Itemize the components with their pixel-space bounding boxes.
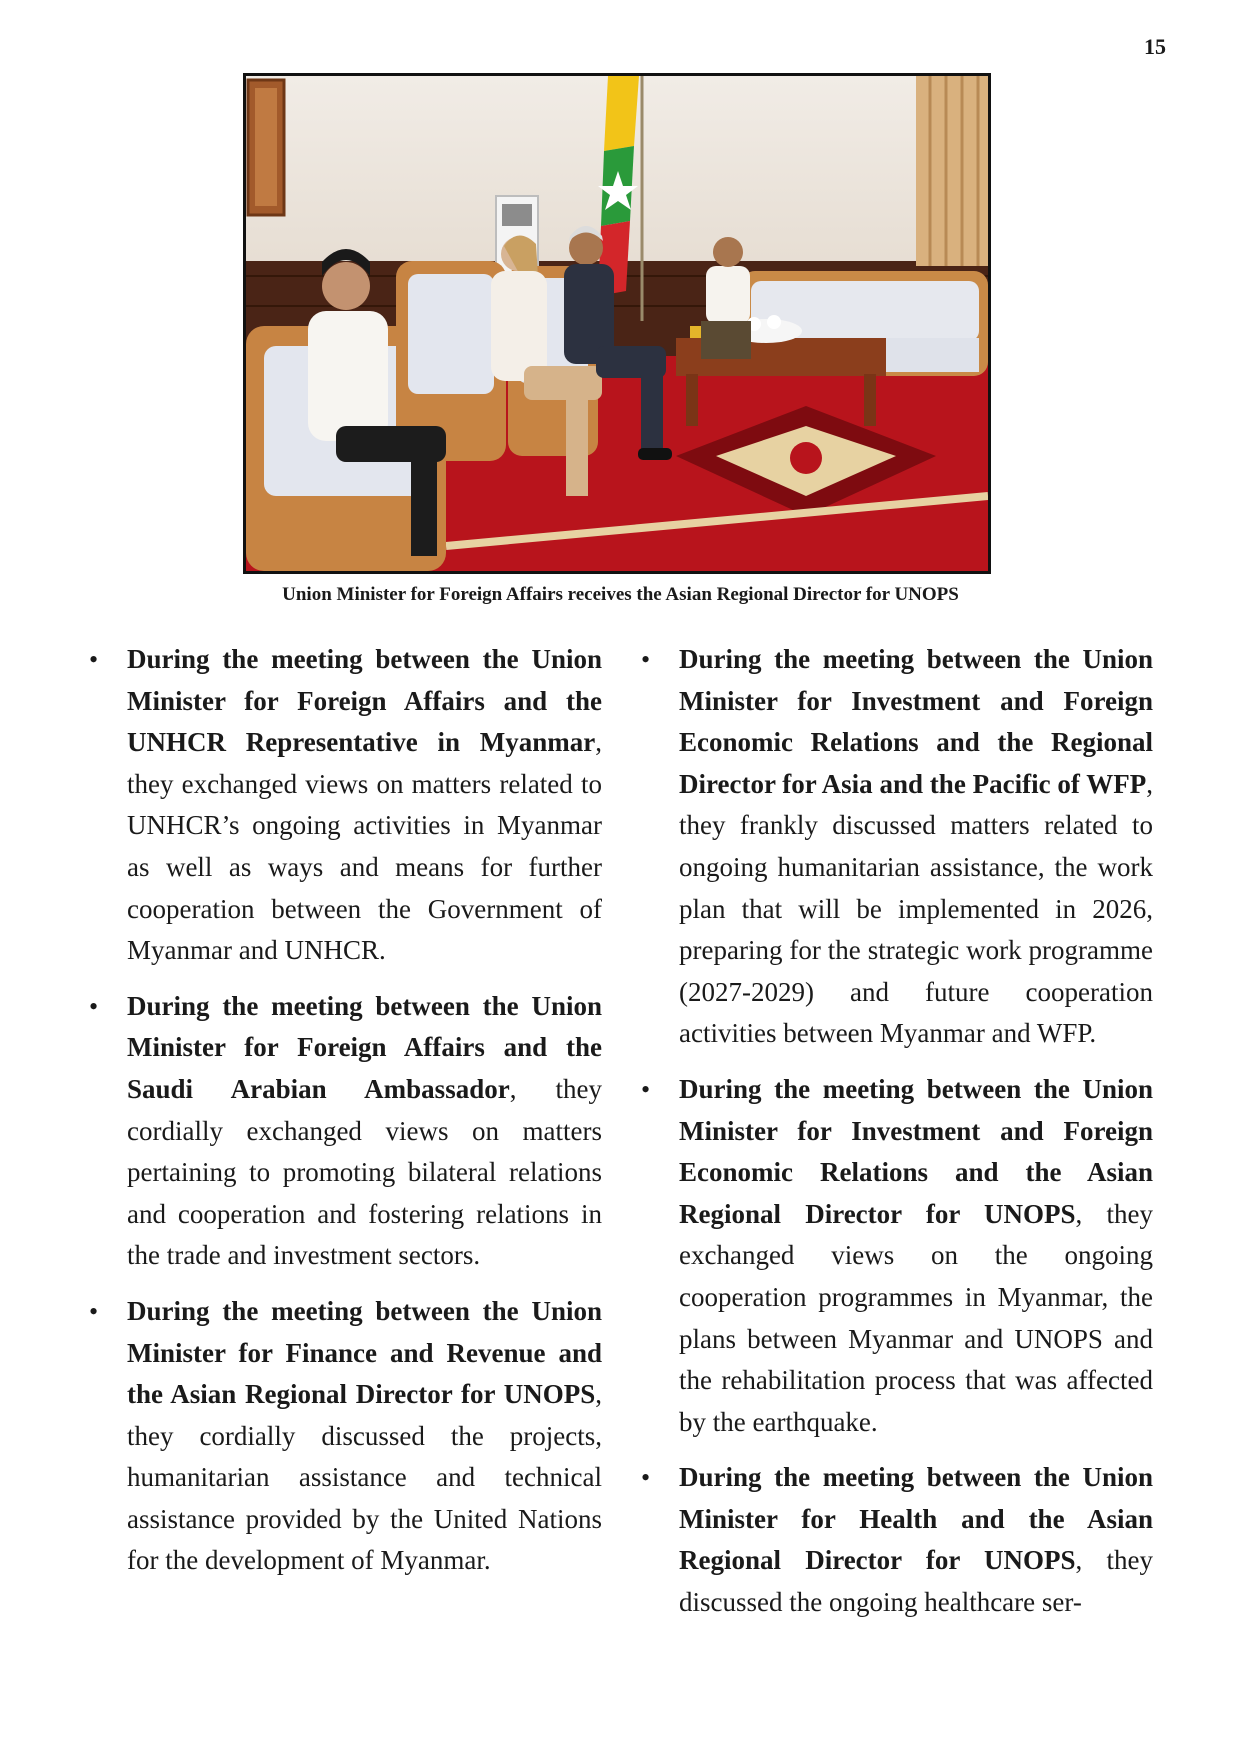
bullet-lead: During the meeting between the Union Minister for Investment and Foreign Economic Relations and the Regional Director for Asia and the Pacific of WFP xyxy=(679,644,1153,799)
bullet-lead: During the meeting between the Union Minister for Finance and Revenue and the Asian Regional Director for UNOPS xyxy=(127,1295,602,1410)
bullet-text: , they discussed the ongoing healthcare ser- xyxy=(679,1545,1153,1618)
bullet-text: , they exchanged views on the ongoing cooperation programmes in Myanmar, the plans between Myanmar and UNOPS and the rehabilitation process that was affected by the earthquake. xyxy=(679,1198,1153,1437)
list-item xyxy=(679,1069,1153,1443)
bullet-text: , they cordially exchanged views on matters pertaining to promoting bilateral relations and cooperation and fostering relations in the trade and investment sectors. xyxy=(127,1073,602,1271)
bullet-text: , they cordially discussed the projects, humanitarian assistance and technical assistance provided by the United Nations for the development of Myanmar. xyxy=(127,1379,602,1576)
page-number: 15 xyxy=(1144,34,1166,59)
left-column xyxy=(127,639,602,1596)
list-item xyxy=(127,639,602,972)
meeting-photo xyxy=(243,73,991,574)
photo-caption: Union Minister for Foreign Affairs receives the Asian Regional Director for UNOPS xyxy=(282,584,959,605)
bullet-lead: During the meeting between the Union Minister for Health and the Asian Regional Director for UNOPS xyxy=(679,1462,1153,1576)
bullet-lead: During the meeting between the Union Minister for Foreign Affairs and the Saudi Arabian Ambassador xyxy=(127,990,602,1104)
list-item xyxy=(127,1291,602,1582)
bullet-text: , they frankly discussed matters related to ongoing humanitarian assistance, the work plan that will be implemented in 2026, preparing for the strategic work programme (2027-2029) and future cooperation activities between Myanmar and WFP. xyxy=(679,768,1153,1049)
list-item xyxy=(679,639,1153,1055)
meeting-photo-illustration xyxy=(246,76,988,571)
bullet-lead: During the meeting between the Union Minister for Investment and Foreign Economic Relations and the Asian Regional Director for UNOPS xyxy=(679,1073,1153,1229)
right-column xyxy=(679,639,1153,1638)
bullet-lead: During the meeting between the Union Minister for Foreign Affairs and the UNHCR Representative in Myanmar xyxy=(127,644,602,758)
list-item xyxy=(127,986,602,1277)
list-item xyxy=(679,1457,1153,1623)
bullet-text: , they exchanged views on matters related to UNHCR’s ongoing activities in Myanmar as well as ways and means for further cooperation between the Government of Myanmar and UNHCR. xyxy=(127,727,602,966)
